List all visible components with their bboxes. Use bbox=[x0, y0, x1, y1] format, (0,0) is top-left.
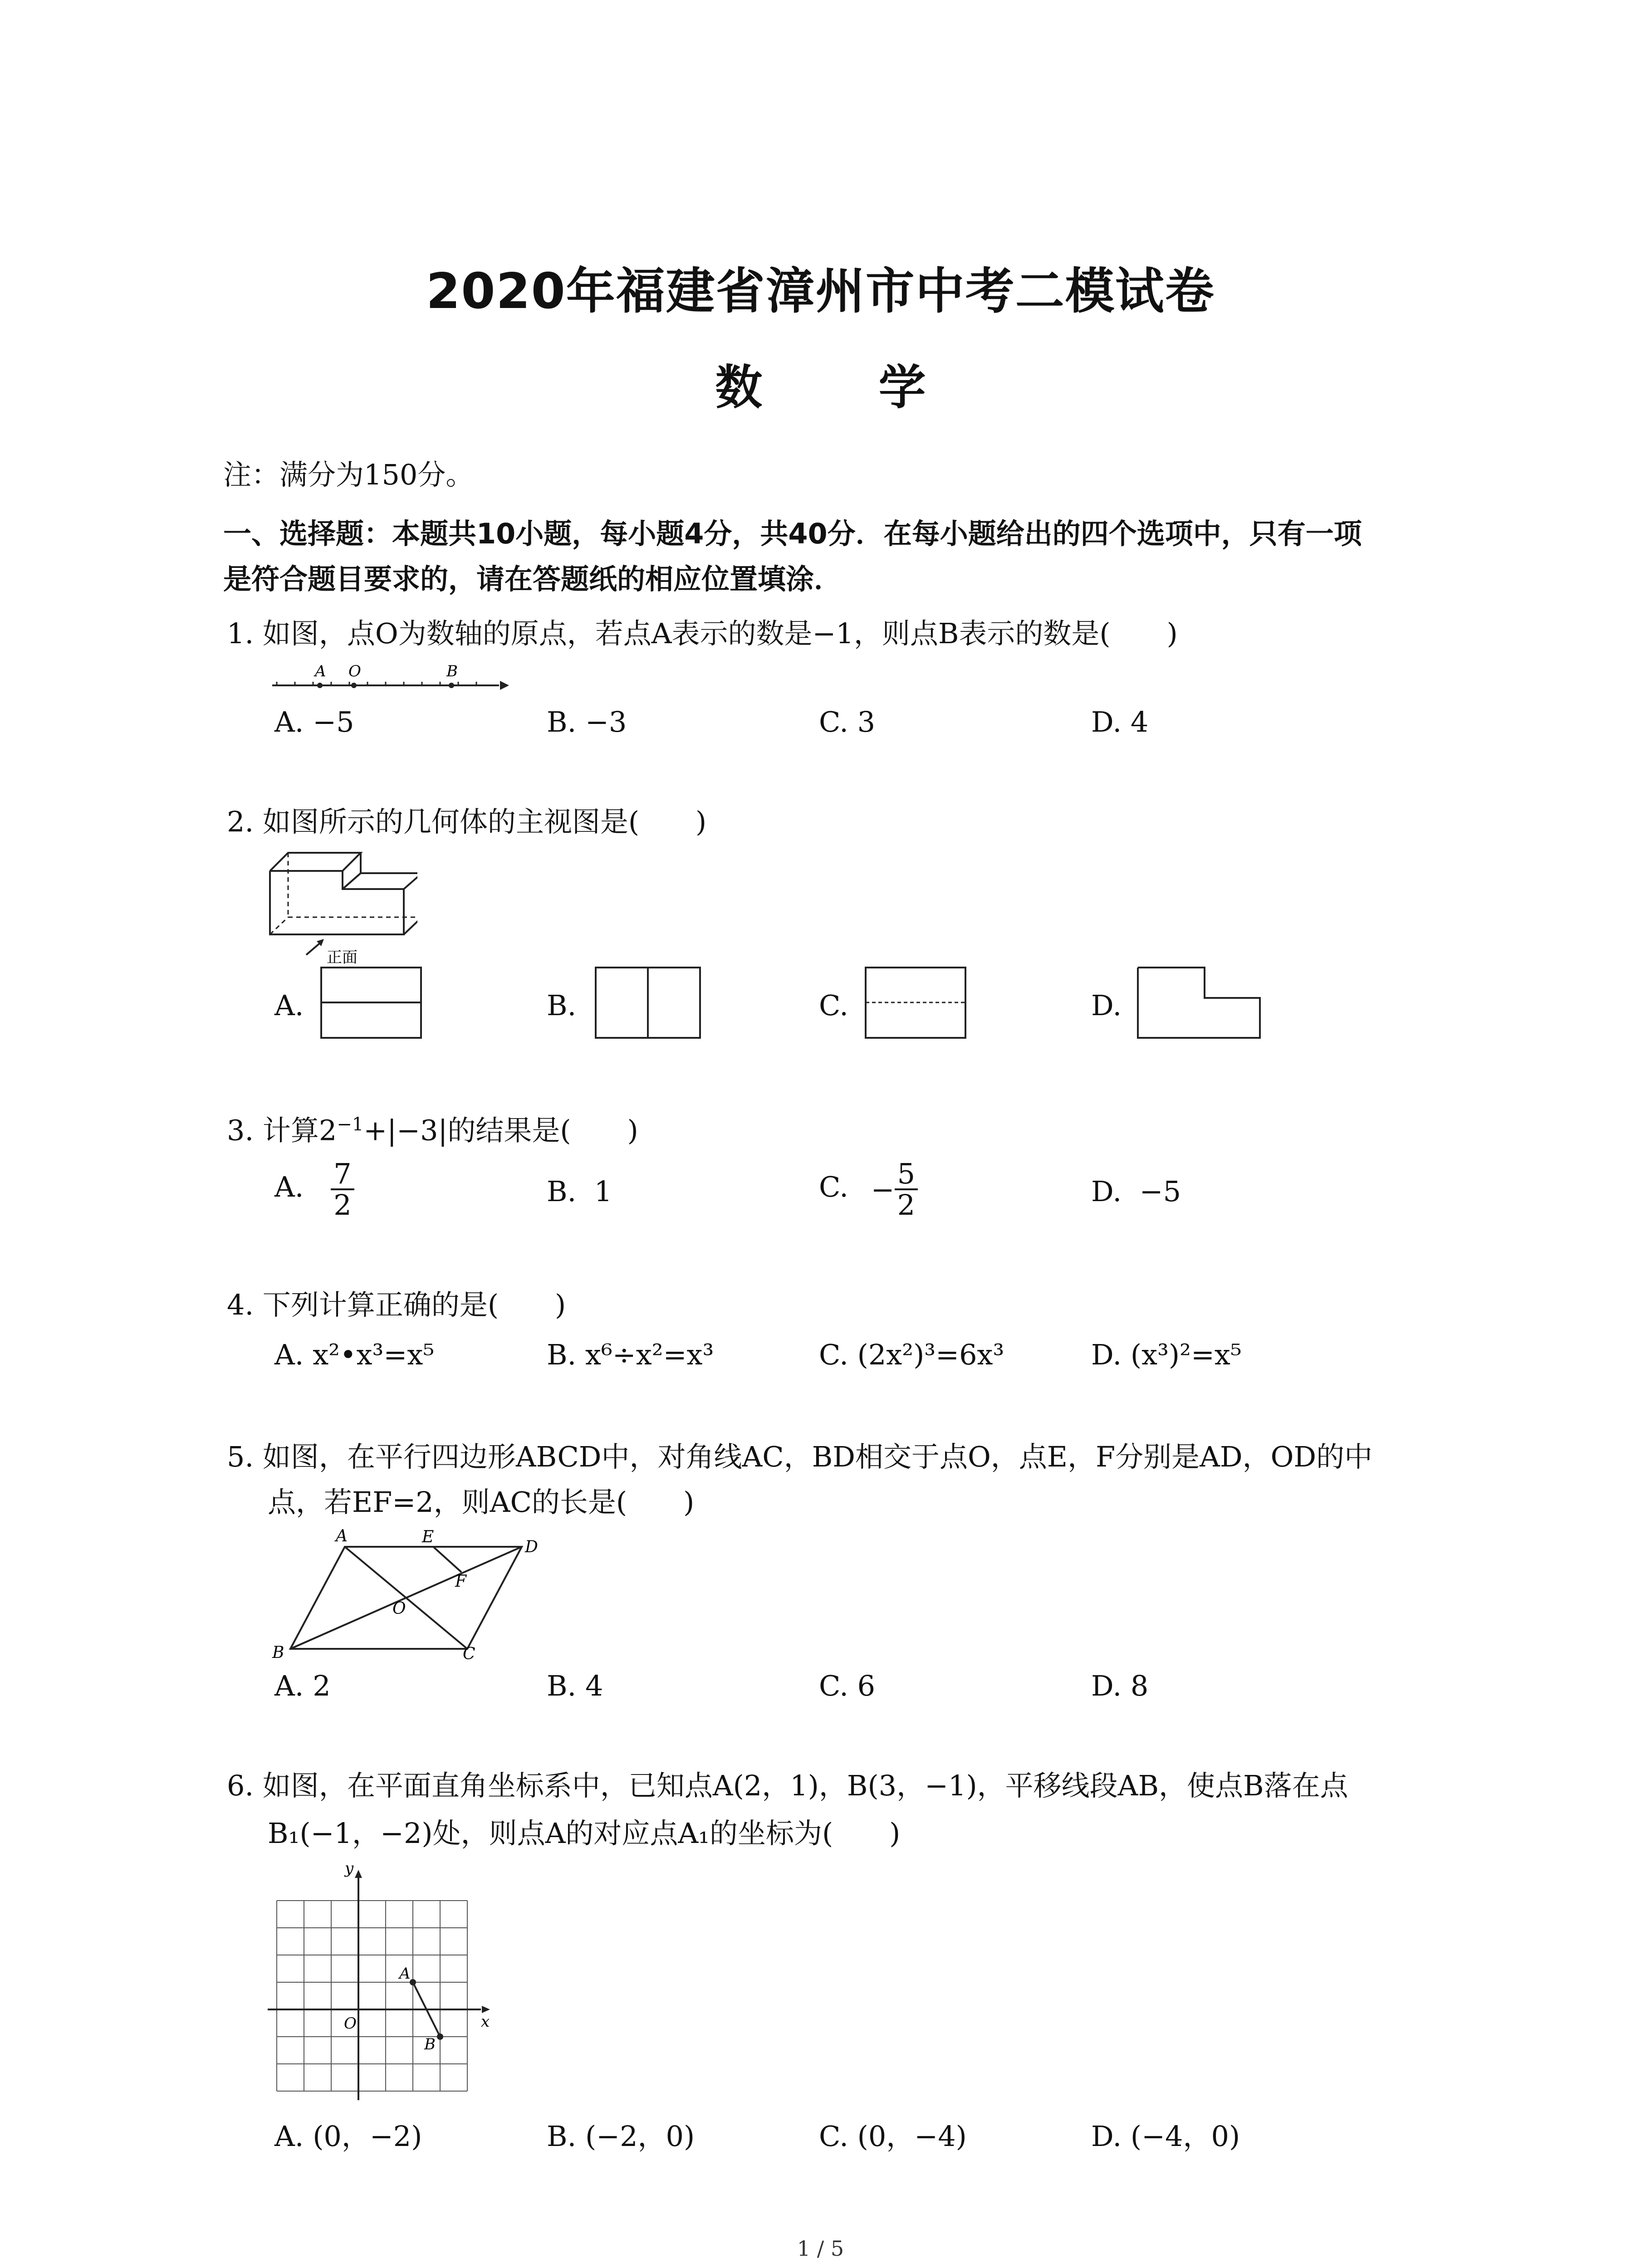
coordinate-grid-figure bbox=[263, 1860, 499, 2105]
q5-stem-line2: 点，若EF=2，则AC的长是( ) bbox=[268, 1486, 695, 1519]
subject-title: 数 学 bbox=[715, 360, 976, 415]
q1-option-d[interactable]: D. 4 bbox=[1091, 705, 1149, 738]
point-e-label: E bbox=[422, 1529, 434, 1546]
q1-option-b[interactable]: B. −3 bbox=[547, 705, 627, 738]
q2-option-c-letter[interactable]: C. bbox=[819, 989, 848, 1022]
q6-stem-line2: B₁(−1，−2)处，则点A的对应点A₁的坐标为( ) bbox=[268, 1817, 901, 1850]
section-heading-line2: 是符合题目要求的，请在答题纸的相应位置填涂． bbox=[223, 562, 843, 596]
point-b-label: B bbox=[424, 2035, 436, 2053]
q3-stem-exponent: −1 bbox=[337, 1114, 364, 1135]
q2-option-c-figure[interactable] bbox=[864, 966, 969, 1041]
point-a-label: A bbox=[399, 1965, 411, 1983]
vertex-c-label: C bbox=[463, 1645, 475, 1660]
q3-option-a[interactable] bbox=[274, 1159, 354, 1220]
vertex-a-label: A bbox=[336, 1529, 348, 1545]
q1-option-a[interactable]: A. −5 bbox=[274, 705, 354, 738]
section-heading-line1: 一、选择题：本题共10小题，每小题4分，共40分．在每小题给出的四个选项中，只有一项 bbox=[223, 517, 1362, 550]
exam-title: 2020年福建省漳州市中考二模试卷 bbox=[426, 263, 1215, 320]
q3-option-d-value: −5 bbox=[1139, 1175, 1181, 1208]
origin-label: O bbox=[344, 2014, 357, 2033]
page-number: 1 / 5 bbox=[797, 2236, 844, 2261]
x-axis-label: x bbox=[481, 2013, 490, 2031]
q5-option-d[interactable]: D. 8 bbox=[1091, 1669, 1149, 1702]
point-f-label: F bbox=[455, 1572, 466, 1591]
point-o-label: O bbox=[392, 1599, 406, 1618]
q6-stem-line1: 6. 如图，在平面直角坐标系中，已知点A(2，1)，B(3，−1)，平移线段AB，使点B落在点 bbox=[227, 1769, 1348, 1802]
q4-option-b[interactable]: B. x⁶÷x²=x³ bbox=[547, 1338, 714, 1371]
parallelogram-figure bbox=[265, 1529, 547, 1660]
q3-option-b-value: 1 bbox=[594, 1175, 612, 1208]
q4-option-d[interactable]: D. (x³)²=x⁵ bbox=[1091, 1338, 1242, 1371]
vertex-b-label: B bbox=[272, 1643, 284, 1660]
q4-stem: 4. 下列计算正确的是( ) bbox=[227, 1288, 566, 1321]
q3-option-c[interactable] bbox=[819, 1159, 918, 1220]
solid-figure bbox=[263, 844, 417, 971]
q3-stem-pre: 3. 计算2 bbox=[227, 1114, 337, 1147]
q3-option-a-letter: A. bbox=[274, 1170, 304, 1204]
q6-option-b[interactable]: B. (−2，0) bbox=[547, 2120, 695, 2153]
q3-option-b-letter: B. bbox=[547, 1175, 577, 1208]
q4-option-c[interactable]: C. (2x²)³=6x³ bbox=[819, 1338, 1004, 1371]
q3-option-c-letter: C. bbox=[819, 1170, 848, 1204]
q2-option-b-figure[interactable] bbox=[594, 966, 703, 1041]
q2-option-d-figure[interactable] bbox=[1136, 966, 1264, 1041]
q6-option-d[interactable]: D. (−4，0) bbox=[1091, 2120, 1240, 2153]
q5-option-a[interactable]: A. 2 bbox=[274, 1669, 331, 1702]
front-label: 正面 bbox=[327, 948, 358, 967]
q5-stem-line1: 5. 如图，在平行四边形ABCD中，对角线AC，BD相交于点O，点E，F分别是AD，OD的中 bbox=[227, 1440, 1373, 1473]
q3-option-c-denominator: 2 bbox=[897, 1188, 916, 1222]
q2-option-b-letter[interactable]: B. bbox=[547, 989, 577, 1022]
q6-option-a[interactable]: A. (0，−2) bbox=[274, 2120, 422, 2153]
q2-option-a-figure[interactable] bbox=[320, 966, 424, 1041]
q1-stem: 1. 如图，点O为数轴的原点，若点A表示的数是−1，则点B表示的数是( ) bbox=[227, 617, 1178, 650]
q6-option-c[interactable]: C. (0，−4) bbox=[819, 2120, 967, 2153]
q1-option-c[interactable]: C. 3 bbox=[819, 705, 876, 738]
point-a-label: A bbox=[315, 662, 326, 680]
q3-option-a-denominator: 2 bbox=[333, 1188, 352, 1222]
number-line-figure bbox=[268, 660, 513, 696]
q3-stem bbox=[227, 1114, 638, 1148]
q5-option-c[interactable]: C. 6 bbox=[819, 1669, 876, 1702]
note: 注：满分为150分。 bbox=[223, 458, 474, 491]
point-b-label: B bbox=[446, 662, 458, 680]
vertex-d-label: D bbox=[525, 1538, 538, 1556]
q2-stem: 2. 如图所示的几何体的主视图是( ) bbox=[227, 805, 707, 838]
q2-option-d-letter[interactable]: D. bbox=[1091, 989, 1122, 1022]
q3-option-d[interactable] bbox=[1091, 1175, 1181, 1208]
q4-option-a[interactable]: A. x²•x³=x⁵ bbox=[274, 1338, 435, 1371]
q5-option-b[interactable]: B. 4 bbox=[547, 1669, 603, 1702]
y-axis-label: y bbox=[345, 1860, 354, 1877]
point-o-label: O bbox=[348, 662, 361, 680]
q3-option-a-numerator: 7 bbox=[331, 1159, 354, 1190]
q3-stem-post: +|−3|的结果是( ) bbox=[363, 1114, 638, 1147]
q3-option-c-numerator: 5 bbox=[895, 1159, 918, 1190]
q3-option-b[interactable] bbox=[547, 1175, 612, 1208]
q3-option-d-letter: D. bbox=[1091, 1175, 1122, 1208]
q3-option-c-sign: − bbox=[871, 1173, 895, 1206]
q2-option-a-letter[interactable]: A. bbox=[274, 989, 304, 1022]
